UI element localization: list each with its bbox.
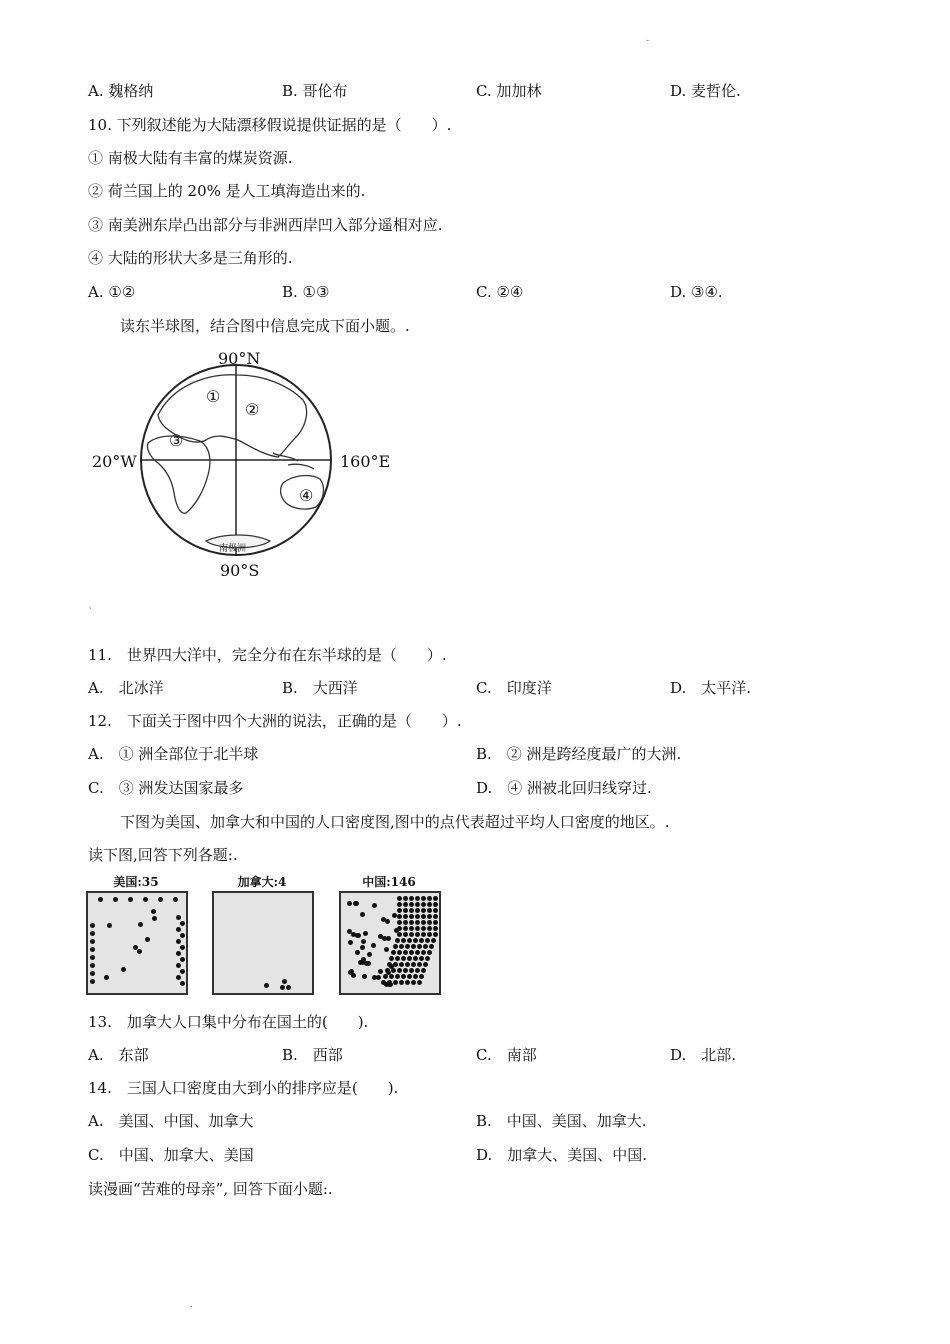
china-dot: [376, 975, 381, 980]
usa-dot: [176, 963, 181, 968]
china-dot: [403, 902, 408, 907]
q11-option-b[interactable]: B. 大西洋: [282, 679, 358, 697]
q12-stem: 12. 下面关于图中四个大洲的说法，正确的是（ ）.: [88, 712, 462, 730]
label-region-4: ④: [299, 486, 314, 505]
china-dot: [393, 980, 398, 985]
china-dot: [405, 980, 410, 985]
china-dot: [371, 943, 376, 948]
usa-dot: [180, 969, 185, 974]
china-dot: [409, 896, 414, 901]
usa-dot: [176, 927, 181, 932]
usa-dot: [152, 916, 157, 921]
china-dot: [409, 926, 414, 931]
china-dot: [391, 950, 396, 955]
usa-dot: [180, 957, 185, 962]
china-dot: [427, 908, 432, 913]
usa-dot: [173, 897, 178, 902]
usa-dot: [90, 955, 95, 960]
china-dot: [407, 938, 412, 943]
china-dot: [415, 902, 420, 907]
label-90s: 90°S: [220, 561, 260, 580]
china-dot: [419, 938, 424, 943]
china-dot: [361, 939, 366, 944]
usa-dot: [137, 949, 142, 954]
china-dot: [419, 974, 424, 979]
q10-statement-4: ④ 大陆的形状大多是三角形的.: [88, 249, 293, 267]
china-dot: [356, 933, 361, 938]
usa-dot: [176, 915, 181, 920]
china-dot: [409, 932, 414, 937]
china-dot: [401, 974, 406, 979]
china-dot: [407, 974, 412, 979]
china-dot: [384, 947, 389, 952]
usa-dot: [145, 937, 150, 942]
usa-dot: [138, 922, 143, 927]
usa-dot: [90, 931, 95, 936]
china-dot: [351, 932, 356, 937]
q9-option-c[interactable]: C. 加加林: [476, 82, 542, 100]
q10-option-a[interactable]: A. ①②: [88, 283, 136, 301]
label-90n: 90°N: [218, 349, 261, 368]
china-dot: [397, 896, 402, 901]
china-dot: [363, 931, 368, 936]
china-dot: [397, 920, 402, 925]
canada-dot: [264, 983, 269, 988]
canada-dot: [286, 985, 291, 990]
china-dot: [409, 968, 414, 973]
usa-dot: [90, 963, 95, 968]
q9-option-a[interactable]: A. 魏格纳: [88, 82, 154, 100]
china-dot: [397, 908, 402, 913]
china-dot: [427, 926, 432, 931]
usa-dot: [158, 897, 163, 902]
china-dot: [348, 940, 353, 945]
q14-option-c[interactable]: C. 中国、加拿大、美国: [88, 1146, 254, 1164]
china-dot: [417, 980, 422, 985]
china-dot: [423, 962, 428, 967]
china-dot: [409, 920, 414, 925]
usa-dot: [176, 951, 181, 956]
china-dot: [417, 944, 422, 949]
china-dot: [399, 980, 404, 985]
usa-dot: [113, 897, 118, 902]
china-dot: [433, 914, 438, 919]
q12-option-c[interactable]: C. ③ 洲发达国家最多: [88, 779, 244, 797]
label-region-1: ①: [206, 387, 221, 406]
china-dot: [401, 938, 406, 943]
header-mark: -: [646, 36, 650, 46]
china-dot: [386, 970, 391, 975]
china-dot: [397, 914, 402, 919]
china-dot: [354, 901, 359, 906]
china-dot: [421, 902, 426, 907]
intro-density-1: 下图为美国、加拿大和中国的人口密度图,图中的点代表超过平均人口密度的地区。.: [120, 813, 670, 831]
china-dot: [403, 926, 408, 931]
q11-option-a[interactable]: A. 北冰洋: [88, 679, 164, 697]
q12-option-b[interactable]: B. ② 洲是跨经度最广的大洲.: [476, 745, 682, 763]
usa-dot: [98, 897, 103, 902]
china-dot: [421, 914, 426, 919]
usa-dot: [121, 967, 126, 972]
q9-option-d[interactable]: D. 麦哲伦.: [670, 82, 741, 100]
china-dot: [427, 902, 432, 907]
china-dot: [403, 914, 408, 919]
q13-option-b[interactable]: B. 西部: [282, 1046, 343, 1064]
usa-dot: [180, 933, 185, 938]
usa-dot: [90, 939, 95, 944]
china-dot: [405, 944, 410, 949]
density-label-china: 中国:146: [362, 875, 416, 889]
china-dot: [360, 912, 365, 917]
china-dot: [409, 950, 414, 955]
q9-option-b[interactable]: B. 哥伦布: [282, 82, 348, 100]
china-dot: [395, 974, 400, 979]
china-dot: [403, 908, 408, 913]
china-dot: [389, 974, 394, 979]
china-dot: [431, 938, 436, 943]
intro-comic: 读漫画“苦难的母亲”, 回答下面小题:.: [88, 1180, 333, 1198]
usa-dot: [90, 923, 95, 928]
q10-option-c[interactable]: C. ②④: [476, 283, 524, 301]
china-dot: [433, 920, 438, 925]
china-dot: [415, 932, 420, 937]
china-dot: [360, 945, 365, 950]
china-dot: [413, 938, 418, 943]
china-dot: [433, 908, 438, 913]
q14-option-b[interactable]: B. 中国、美国、加拿大.: [476, 1112, 647, 1130]
q10-stem: 10. 下列叙述能为大陆漂移假说提供证据的是（ ）.: [88, 116, 452, 134]
china-dot: [415, 896, 420, 901]
stray-mark: ˛: [88, 600, 93, 610]
usa-dot: [151, 909, 156, 914]
china-dot: [427, 932, 432, 937]
china-dot: [427, 896, 432, 901]
china-dot: [395, 938, 400, 943]
china-dot: [401, 956, 406, 961]
china-dot: [425, 938, 430, 943]
eastern-hemisphere-map: [88, 345, 398, 585]
china-dot: [415, 908, 420, 913]
footer-mark: .: [190, 1300, 193, 1310]
usa-dot: [128, 897, 133, 902]
china-dot: [397, 932, 402, 937]
density-map-china: [339, 891, 441, 995]
china-dot: [419, 956, 424, 961]
china-dot: [409, 902, 414, 907]
china-dot: [378, 934, 383, 939]
china-dot: [423, 944, 428, 949]
china-dot: [411, 944, 416, 949]
canada-dot: [280, 985, 285, 990]
china-dot: [399, 944, 404, 949]
q11-stem: 11. 世界四大洋中，完全分布在东半球的是（ ）.: [88, 646, 447, 664]
china-dot: [413, 956, 418, 961]
china-dot: [403, 950, 408, 955]
q11-option-d[interactable]: D. 太平洋.: [670, 679, 752, 697]
usa-dot: [180, 921, 185, 926]
china-dot: [397, 950, 402, 955]
usa-dot: [143, 897, 148, 902]
china-dot: [415, 920, 420, 925]
china-dot: [397, 968, 402, 973]
usa-dot: [107, 923, 112, 928]
china-dot: [378, 969, 383, 974]
china-dot: [389, 956, 394, 961]
china-dot: [415, 968, 420, 973]
q12-option-d[interactable]: D. ④ 洲被北回归线穿过.: [476, 779, 652, 797]
label-region-3: ③: [169, 431, 184, 450]
q14-stem: 14. 三国人口密度由大到小的排序应是( ).: [88, 1079, 399, 1097]
china-dot: [427, 920, 432, 925]
usa-dot: [90, 971, 95, 976]
label-160e: 160°E: [340, 452, 391, 471]
density-label-usa: 美国:35: [113, 875, 159, 889]
china-dot: [347, 901, 352, 906]
q10-option-b[interactable]: B. ①③: [282, 283, 330, 301]
q10-statement-2: ② 荷兰国上的 20% 是人工填海造出来的.: [88, 182, 366, 200]
china-dot: [425, 956, 430, 961]
usa-dot: [104, 975, 109, 980]
china-dot: [433, 902, 438, 907]
q13-option-c[interactable]: C. 南部: [476, 1046, 537, 1064]
china-dot: [427, 914, 432, 919]
q12-option-a[interactable]: A. ① 洲全部位于北半球: [88, 745, 259, 763]
china-dot: [433, 896, 438, 901]
canada-dot: [282, 979, 287, 984]
china-dot: [393, 944, 398, 949]
china-dot: [421, 932, 426, 937]
china-dot: [415, 926, 420, 931]
label-20w: 20°W: [92, 452, 137, 471]
q13-option-a[interactable]: A. 东部: [88, 1046, 149, 1064]
china-dot: [421, 920, 426, 925]
q14-option-d[interactable]: D. 加拿大、美国、中国.: [476, 1146, 648, 1164]
china-dot: [355, 950, 360, 955]
q13-stem: 13. 加拿大人口集中分布在国土的( ).: [88, 1013, 369, 1031]
china-dot: [427, 950, 432, 955]
china-dot: [403, 920, 408, 925]
usa-dot: [176, 975, 181, 980]
q13-option-d[interactable]: D. 北部.: [670, 1046, 737, 1064]
china-dot: [429, 944, 434, 949]
china-dot: [385, 919, 390, 924]
china-dot: [367, 952, 372, 957]
density-label-canada: 加拿大:4: [237, 875, 287, 889]
china-dot: [403, 968, 408, 973]
china-dot: [403, 932, 408, 937]
china-dot: [417, 962, 422, 967]
china-dot: [405, 962, 410, 967]
label-antarctica: 南极洲: [219, 544, 247, 554]
china-dot: [372, 903, 377, 908]
usa-dot: [180, 981, 185, 986]
china-dot: [413, 974, 418, 979]
china-dot: [415, 950, 420, 955]
china-dot: [362, 974, 367, 979]
china-dot: [395, 956, 400, 961]
q10-statement-1: ① 南极大陆有丰富的煤炭资源.: [88, 149, 293, 167]
label-region-2: ②: [245, 400, 260, 419]
china-dot: [403, 896, 408, 901]
china-dot: [421, 908, 426, 913]
q10-statement-3: ③ 南美洲东岸凸出部分与非洲西岸凹入部分遥相对应.: [88, 216, 443, 234]
china-dot: [421, 968, 426, 973]
china-dot: [409, 908, 414, 913]
q11-option-c[interactable]: C. 印度洋: [476, 679, 552, 697]
china-dot: [409, 914, 414, 919]
china-dot: [421, 950, 426, 955]
china-dot: [351, 973, 356, 978]
china-dot: [421, 926, 426, 931]
china-dot: [411, 962, 416, 967]
china-dot: [421, 896, 426, 901]
china-dot: [399, 962, 404, 967]
china-dot: [386, 936, 391, 941]
china-dot: [407, 956, 412, 961]
china-dot: [415, 914, 420, 919]
usa-dot: [176, 939, 181, 944]
density-map-usa: [86, 891, 188, 995]
q10-option-d[interactable]: D. ③④.: [670, 283, 723, 301]
china-dot: [391, 968, 396, 973]
china-dot: [394, 928, 399, 933]
q14-option-a[interactable]: A. 美国、中国、加拿大: [88, 1112, 254, 1130]
china-dot: [433, 926, 438, 931]
usa-dot: [90, 947, 95, 952]
china-dot: [433, 932, 438, 937]
usa-dot: [90, 979, 95, 984]
china-dot: [411, 980, 416, 985]
density-map-canada: [212, 891, 314, 995]
intro-density-2: 读下图,回答下列各题:.: [88, 846, 238, 864]
china-dot: [397, 902, 402, 907]
usa-dot: [180, 945, 185, 950]
intro-hemisphere: 读东半球图，结合图中信息完成下面小题。.: [120, 317, 410, 335]
